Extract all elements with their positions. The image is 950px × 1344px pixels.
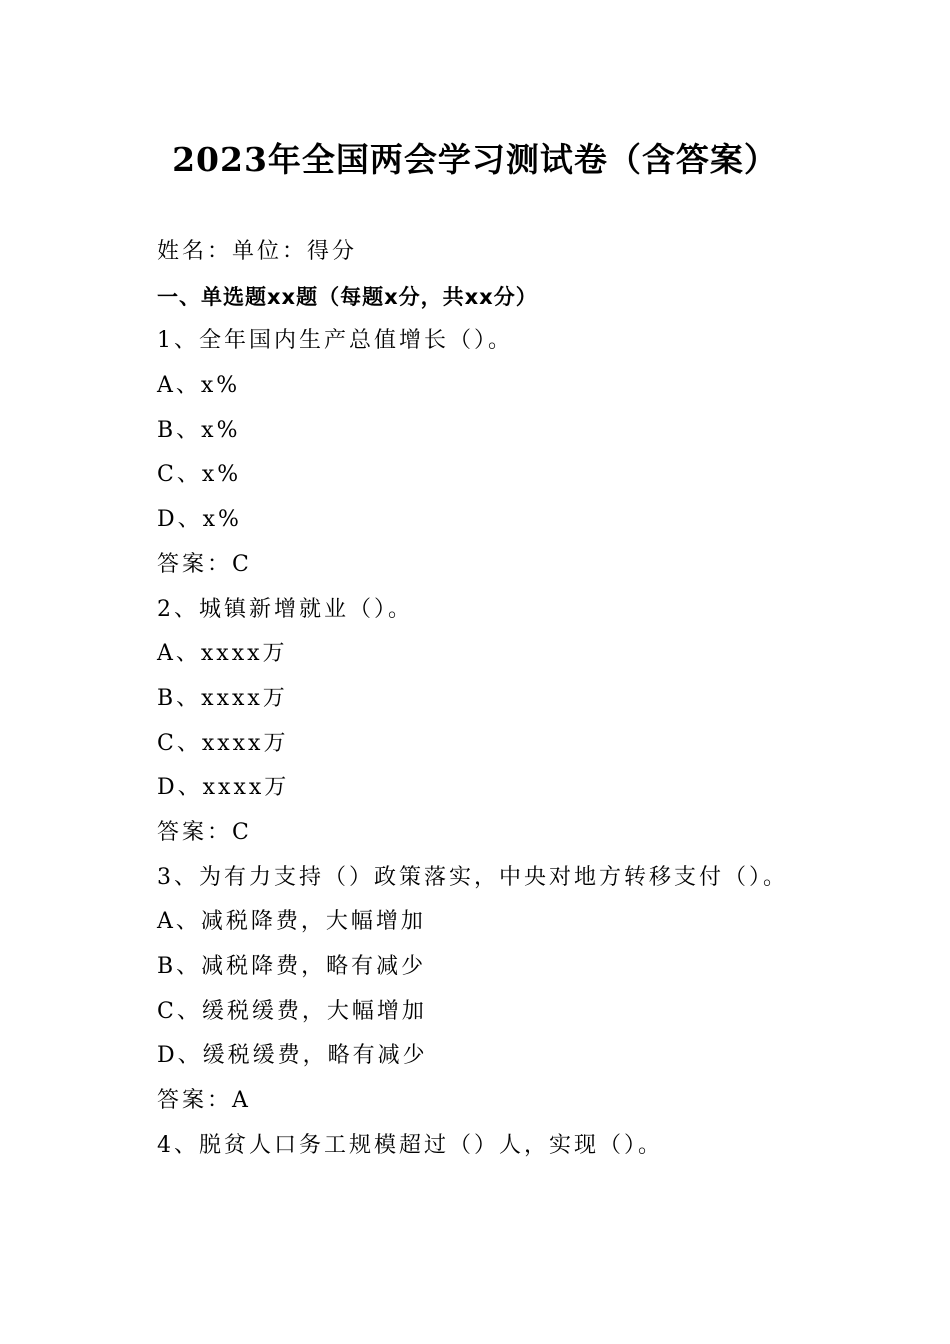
question-3-option-c: C、缓税缓费，大幅增加 [157,998,427,1024]
question-2-answer: 答案：C [157,819,252,845]
question-2-option-d: D、xxxx万 [157,775,290,801]
question-2-stem: 2、城镇新增就业（）。 [157,596,413,622]
question-1-option-c: C、x% [157,462,242,488]
question-2-option-c: C、xxxx万 [157,730,289,756]
question-1-answer: 答案：C [157,551,252,577]
question-1-option-b: B、x% [157,417,241,443]
question-3-answer: 答案：A [157,1088,251,1114]
question-3-option-b: B、减税降费，略有减少 [157,954,427,979]
question-2-option-a: A、xxxx万 [157,641,288,667]
section-heading: 一、单选题xx题（每题x分，共xx分） [157,284,538,309]
info-line: 姓名：单位：得分 [157,239,358,264]
question-4-stem: 4、脱贫人口务工规模超过（）人，实现（）。 [157,1132,663,1158]
question-1-option-a: A、x% [157,373,241,399]
question-2-option-b: B、xxxx万 [157,685,288,711]
question-1-option-d: D、x% [157,507,242,533]
question-3-option-a: A、减税降费，大幅增加 [157,909,426,935]
question-1-stem: 1、全年国内生产总值增长（）。 [157,328,513,354]
document-title: 2023年全国两会学习测试卷（含答案） [172,140,778,179]
question-3-stem: 3、为有力支持（）政策落实，中央对地方转移支付（）。 [157,864,788,890]
question-3-option-d: D、缓税缓费，略有减少 [157,1043,428,1069]
document-body [157,230,837,1168]
